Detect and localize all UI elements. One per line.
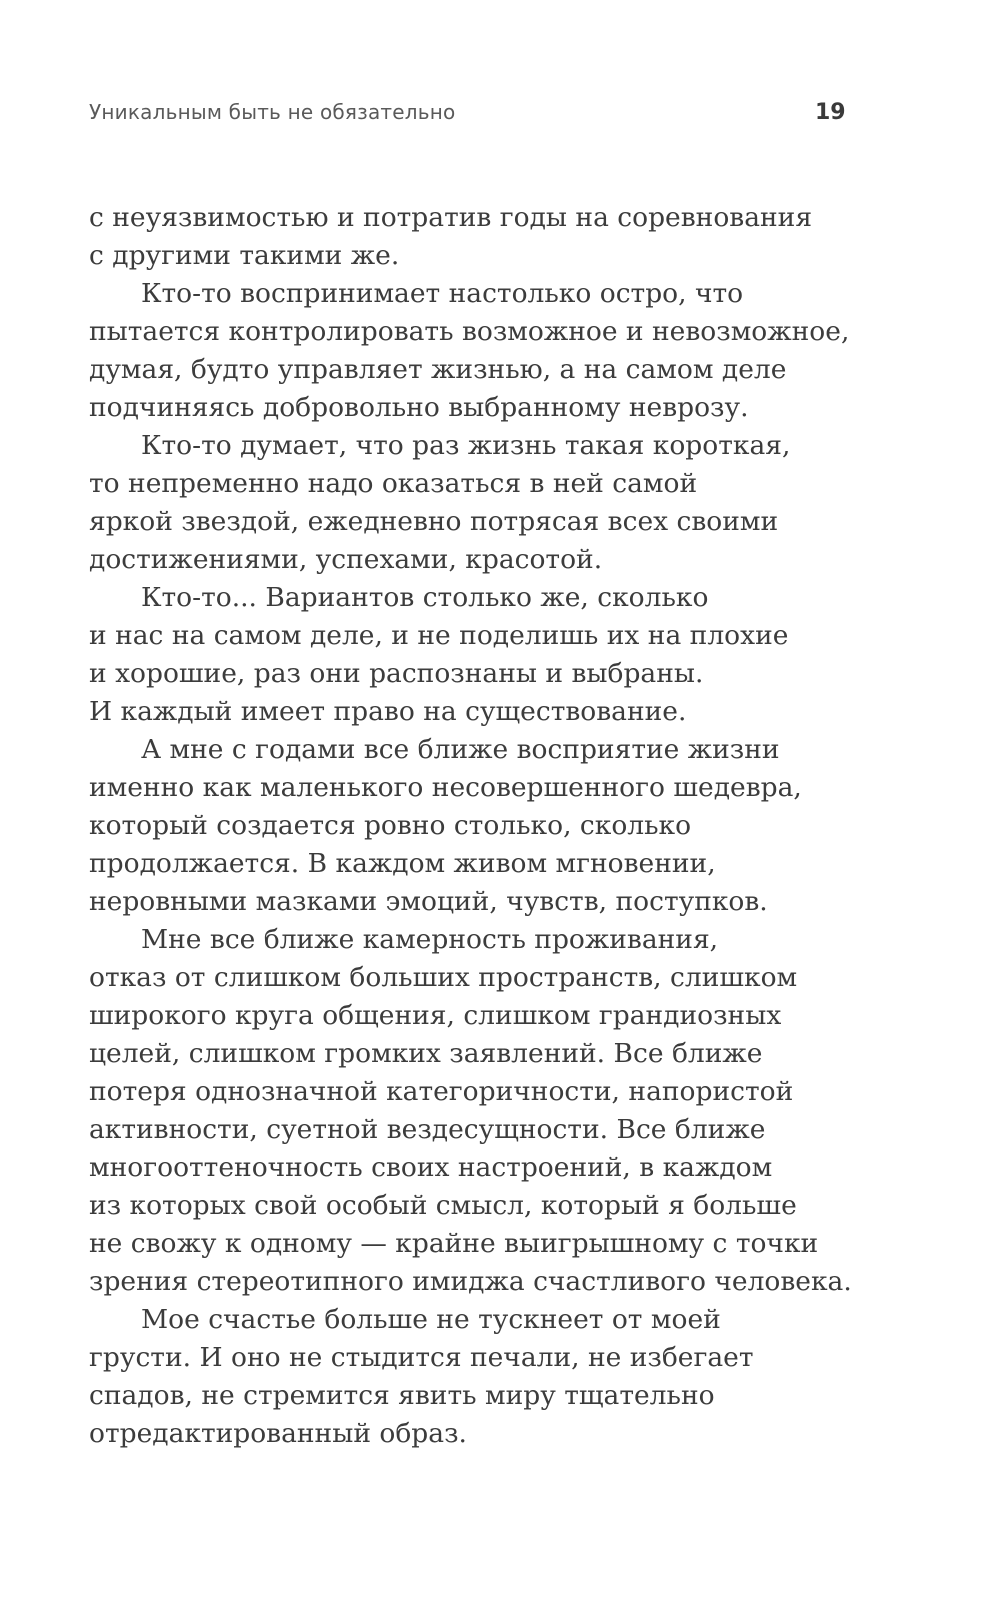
text-line: Кто-то воспринимает настолько остро, что (141, 278, 744, 309)
text-line: многооттеночность своих настроений, в каждом (89, 1152, 773, 1183)
page-number: 19 (815, 100, 846, 125)
text-line: думая, будто управляет жизнью, а на самом деле (89, 354, 787, 385)
text-line: целей, слишком громких заявлений. Все ближе (89, 1038, 763, 1069)
text-line: Мне все ближе камерность проживания, (141, 924, 719, 955)
text-line: подчиняясь добровольно выбранному неврозу. (89, 392, 749, 423)
text-line: активности, суетной вездесущности. Все ближе (89, 1114, 766, 1145)
text-line: Кто-то думает, что раз жизнь такая короткая, (141, 430, 791, 461)
body-text (89, 199, 852, 1453)
text-line: яркой звездой, ежедневно потрясая всех своими (89, 506, 779, 537)
text-line: потеря однозначной категоричности, напористой (89, 1076, 794, 1107)
text-line: спадов, не стремится явить миру тщательно (89, 1380, 715, 1411)
text-line: отредактированный образ. (89, 1418, 467, 1449)
text-line: и нас на самом деле, и не поделишь их на плохие (89, 620, 789, 651)
text-line: именно как маленького несовершенного шедевра, (89, 772, 802, 803)
text-line: зрения стереотипного имиджа счастливого человека. (89, 1266, 852, 1297)
text-line: и хорошие, раз они распознаны и выбраны. (89, 658, 704, 689)
text-line: пытается контролировать возможное и невозможное, (89, 316, 850, 347)
text-line: не свожу к одному — крайне выигрышному с точки (89, 1228, 819, 1259)
text-line: грусти. И оно не стыдится печали, не избегает (89, 1342, 754, 1373)
text-line: отказ от слишком больших пространств, слишком (89, 962, 798, 993)
text-line: продолжается. В каждом живом мгновении, (89, 848, 716, 879)
text-line: достижениями, успехами, красотой. (89, 544, 603, 575)
text-line: с другими такими же. (89, 240, 400, 271)
running-title: Уникальным быть не обязательно (89, 100, 456, 124)
text-line: Кто-то... Вариантов столько же, сколько (141, 582, 709, 613)
text-line: неровными мазками эмоций, чувств, поступков. (89, 886, 768, 917)
text-line: который создается ровно столько, сколько (89, 810, 692, 841)
text-line: то непременно надо оказаться в ней самой (89, 468, 698, 499)
text-line: из которых свой особый смысл, который я больше (89, 1190, 797, 1221)
text-line: Мое счастье больше не тускнеет от моей (141, 1304, 721, 1335)
text-line: с неуязвимостью и потратив годы на соревнования (89, 202, 813, 233)
text-line: широкого круга общения, слишком грандиозных (89, 1000, 782, 1031)
text-line: А мне с годами все ближе восприятие жизни (141, 734, 780, 765)
text-line: И каждый имеет право на существование. (89, 696, 687, 727)
